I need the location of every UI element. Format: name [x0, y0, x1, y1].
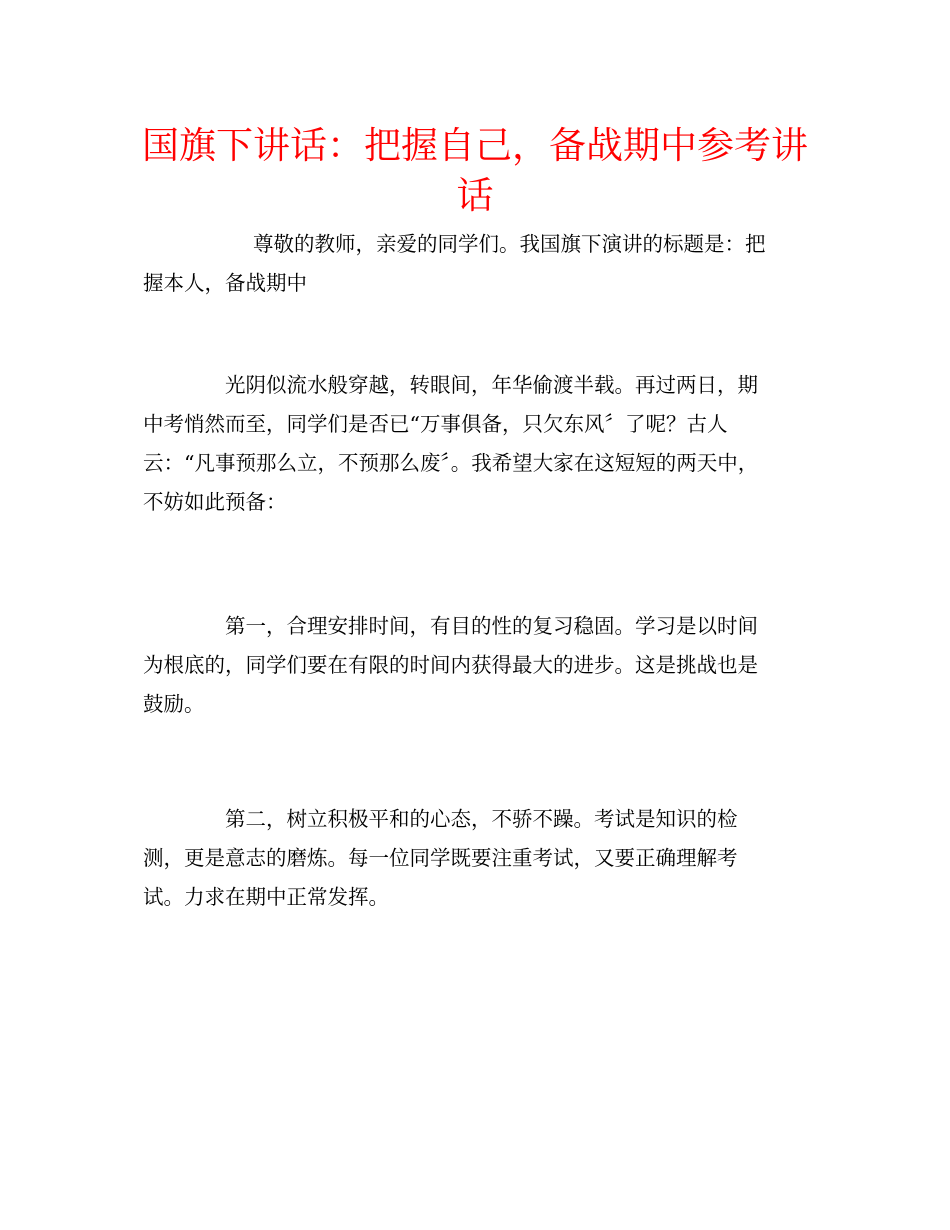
paragraph-2-line-3: 鼓励。	[143, 692, 205, 716]
paragraph-1-line-4: 不妨如此预备：	[143, 490, 287, 514]
paragraph-3	[143, 800, 803, 917]
paragraph-1	[143, 366, 803, 522]
greeting-line-1: 尊敬的教师，亲爱的同学们。我国旗下演讲的标题是：把	[253, 232, 766, 256]
paragraph-3-line-1: 第二，树立积极平和的心态，不骄不躁。考试是知识的检	[225, 807, 738, 831]
paragraph-3-line-2: 测，更是意志的磨炼。每一位同学既要注重考试，又要正确理解考	[143, 846, 738, 870]
paragraph-1-line-1: 光阴似流水般穿越，转眼间，年华偷渡半载。再过两日，期	[225, 373, 758, 397]
paragraph-1-line-3: 云：“凡事预那么立，不预那么废〞。我希望大家在这短短的两天中，	[143, 451, 759, 475]
greeting-line-2: 握本人，备战期中	[143, 271, 307, 295]
page-title	[130, 121, 820, 221]
paragraph-2	[143, 607, 803, 724]
title-line-1: 国旗下讲话：把握自己，备战期中参考讲	[142, 124, 808, 167]
paragraph-1-line-2: 中考悄然而至，同学们是否已“万事俱备，只欠东风〞了呢？古人	[143, 412, 728, 436]
paragraph-2-line-1: 第一，合理安排时间，有目的性的复习稳固。学习是以时间	[225, 614, 758, 638]
paragraph-3-line-3: 试。力求在期中正常发挥。	[143, 885, 389, 909]
greeting-paragraph	[143, 225, 803, 303]
paragraph-2-line-2: 为根底的，同学们要在有限的时间内获得最大的进步。这是挑战也是	[143, 653, 758, 677]
title-line-2: 话	[456, 174, 494, 217]
